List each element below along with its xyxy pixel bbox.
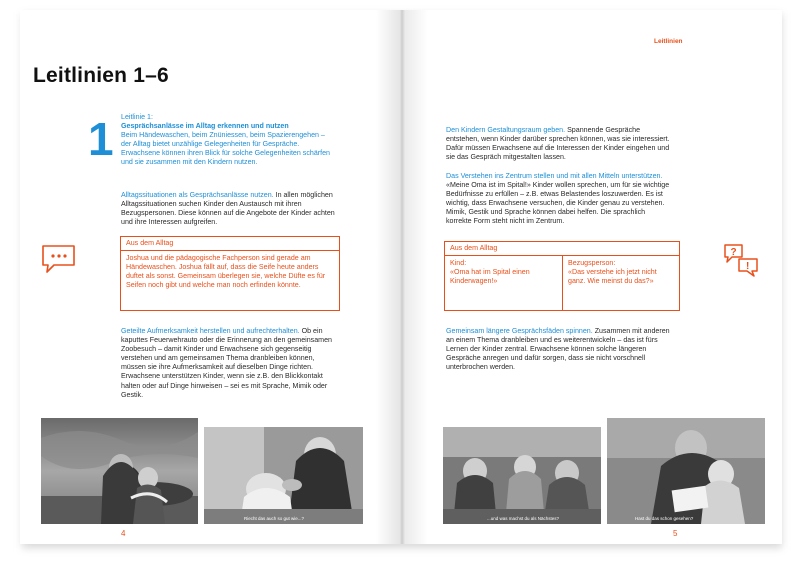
paragraph-lead: Den Kindern Gestaltungsraum geben. xyxy=(446,126,566,134)
page-number: 4 xyxy=(121,529,126,538)
guideline-intro xyxy=(121,113,335,168)
paragraph-lead: Gemeinsam längere Gesprächsfäden spinnen. xyxy=(446,327,593,335)
paragraph-text: In allen möglichen Alltagssituationen suchen Kinder den Austausch mit ihren Bezugspersonen. Diese können auf die Angebote der Kinder achten und ihre Interessen aufgreifen. xyxy=(121,191,335,227)
photo-father-daughter-reading xyxy=(607,418,765,524)
left-page xyxy=(20,10,402,544)
photo-woman-child-outdoors xyxy=(41,418,198,524)
paragraph-text: «Meine Oma ist im Spital!» Kinder wollen sprechen, um für sie wichtige Bedürfnisse zu erfüllen – z.B. etwas Belastendes loszuwerden. Es ist wichtig, dass Erwachsene versuchen, die Kinder genau zu verstehen. Mimik, Gestik und Sprache können dabei helfen. Die sprachlich korrekte Form steht nicht im Zentrum. xyxy=(446,181,670,226)
book-gutter xyxy=(376,10,428,544)
paragraph-lead: Das Verstehen ins Zentrum stellen und mit allen Mitteln unterstützen. xyxy=(446,172,663,180)
guideline-label: Leitlinie 1: xyxy=(121,113,153,121)
question-exclamation-bubbles-icon xyxy=(722,242,762,283)
page-heading: Leitlinien 1–6 xyxy=(33,64,169,87)
photo-adult-child-handwashing xyxy=(204,427,363,524)
photo-caption: Hast du das schon gesehen? xyxy=(635,516,694,521)
paragraph-lead: Alltagssituationen als Gesprächsanlässe nutzen. xyxy=(121,191,274,199)
chapter-label: Leitlinien xyxy=(654,38,683,45)
speech-bubble-ellipsis-icon xyxy=(40,243,78,280)
box-text: Joshua und die pädagogische Fachperson sind gerade am Händewaschen. Joshua fällt auf, dass die Seife heute anders duftet als sonst. Gemeinsam überlegen sie, welche Düfte es für Seifen noch gibt und welche man noch erfinden könnte. xyxy=(126,254,326,290)
svg-text:?: ? xyxy=(730,247,737,258)
paragraph-lead: Geteilte Aufmerksamkeit herstellen und aufrechterhalten. xyxy=(121,327,300,335)
everyday-example-box xyxy=(120,236,340,311)
right-page xyxy=(402,10,782,544)
guideline-number: 1 xyxy=(88,113,114,165)
photo-caption: Riecht das auch so gut wie...? xyxy=(244,516,305,521)
paragraph-gestaltungsraum xyxy=(446,126,672,162)
page-number: 5 xyxy=(673,529,678,538)
photo-group-of-children xyxy=(443,427,601,524)
paragraph-text: Spannende Gespräche entstehen, wenn Kinder darüber sprechen können, was sie interessiert. Dafür müssen Erwachsene auf die Interessen der Kinder eingehen und sie das Gespräch mitgestalten lassen. xyxy=(446,126,670,162)
paragraph-verstehen xyxy=(446,172,672,227)
box-header: Aus dem Alltag xyxy=(121,237,339,251)
photo-caption: ...und was machst du als Nächstes? xyxy=(487,516,560,521)
box-caregiver-quote: Bezugsperson: «Das verstehe ich jetzt nicht ganz. Wie meinst du das?» xyxy=(568,259,657,286)
guideline-title: Gesprächsanlässe im Alltag erkennen und nutzen xyxy=(121,122,289,131)
paragraph-text: Ob ein kaputtes Feuerwehrauto oder die Erinnerung an den gemeinsamen Zoobesuch – damit Kinder und Erwachsene sich gegenseitig verstehen und am gemeinsamen Thema dranbleiben können, müssen sie ihre Aufmerksamkeit auf dieselben Dinge richten. Erwachsene unterstützen Kinder, wenn sie z.B. den Blickkontakt halten oder auf Dinge hinweisen – sei es mit Sprache, Mimik oder Gestik. xyxy=(121,327,332,399)
guideline-text: Beim Händewaschen, beim Znüniessen, beim Spazierengehen – der Alltag bietet unzählige Gelegenheiten für Gespräche. Erwachsene können ihren Blick für solche Gelegenheiten schärfen und sie zusammen mit den Kindern nutzen. xyxy=(121,131,330,167)
paragraph-text: Zusammen mit anderen an einem Thema dranbleiben und es weiterentwickeln – das ist fürs Lernen der Kinder zentral. Erwachsene können solche längeren Gespräche anregen und dafür sorgen, dass sie nicht vorschnell unterbrochen werden. xyxy=(446,327,670,372)
box-header: Aus dem Alltag xyxy=(445,242,679,256)
paragraph-aufmerksamkeit xyxy=(121,327,335,400)
svg-text:!: ! xyxy=(746,261,750,272)
paragraph-alltag xyxy=(121,191,335,227)
paragraph-gespraechsfaeden xyxy=(446,327,672,372)
everyday-example-box xyxy=(444,241,680,311)
box-child-quote: Kind: «Oma hat im Spital einen Kinderwagen!» xyxy=(445,256,563,310)
